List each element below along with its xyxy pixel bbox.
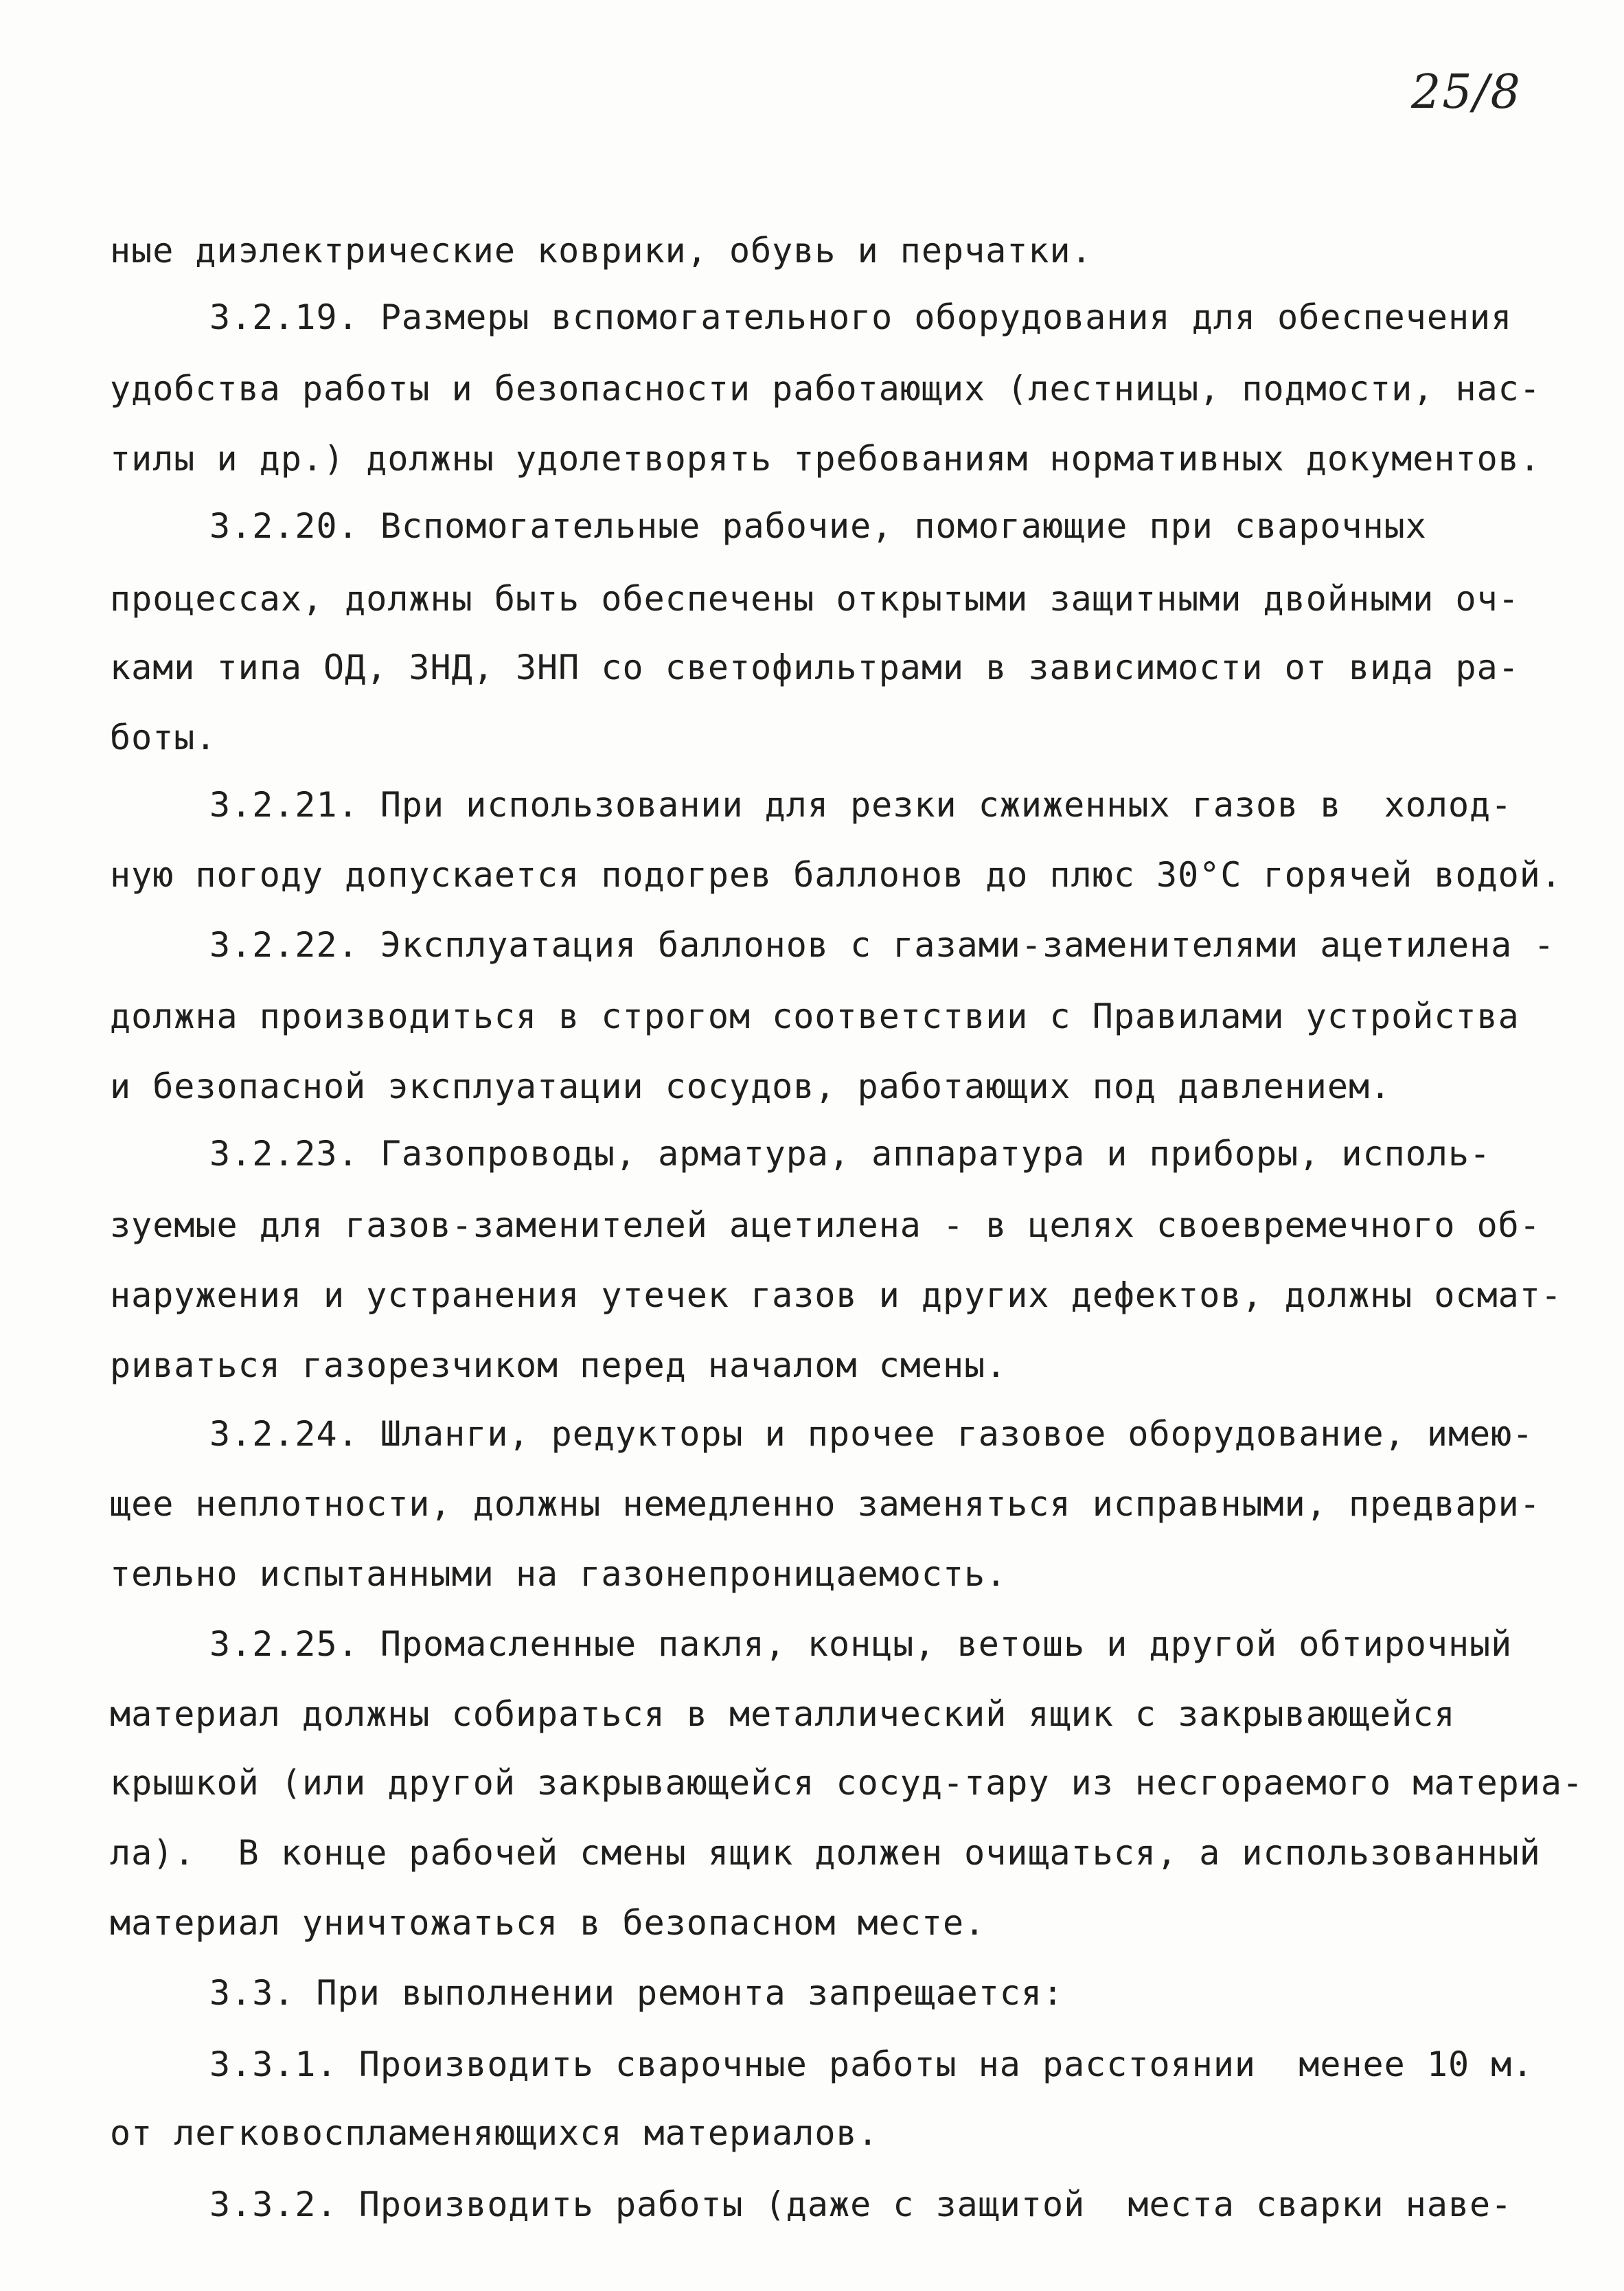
text-line: 3.3. При выполнении ремонта запрещается:: [209, 1973, 1064, 2013]
text-line: 3.2.21. При использовании для резки сжиженных газов в холод-: [209, 785, 1513, 825]
text-line: риваться газорезчиком перед началом смены.: [110, 1345, 1007, 1385]
text-line: материал уничтожаться в безопасном месте.: [110, 1903, 986, 1943]
text-line: 3.3.1. Производить сварочные работы на расстоянии менее 10 м.: [209, 2044, 1534, 2084]
text-line: и безопасной эксплуатации сосудов, работающих под давлением.: [110, 1067, 1392, 1106]
text-line: 3.2.24. Шланги, редукторы и прочее газовое оборудование, имею-: [209, 1414, 1534, 1454]
text-line: ками типа ОД, ЗНД, ЗНП со светофильтрами в зависимости от вида ра-: [110, 648, 1520, 687]
text-line: боты.: [110, 718, 217, 757]
page-number: 25/8: [1411, 65, 1522, 119]
text-line: ла). В конце рабочей смены ящик должен очищаться, а использованный: [110, 1833, 1541, 1873]
text-line: крышкой (или другой закрывающейся сосуд-тару из несгораемого материа-: [110, 1763, 1584, 1803]
text-line: 3.3.2. Производить работы (даже с защитой места сварки наве-: [209, 2185, 1513, 2224]
text-line: должна производиться в строгом соответствии с Правилами устройства: [110, 996, 1520, 1036]
text-line: удобства работы и безопасности работающих (лестницы, подмости, нас-: [110, 369, 1541, 409]
text-line: щее неплотности, должны немедленно заменяться исправными, предвари-: [110, 1484, 1541, 1524]
text-line: от легковоспламеняющихся материалов.: [110, 2113, 879, 2153]
text-line: тельно испытанными на газонепроницаемость.: [110, 1554, 1007, 1594]
text-line: ную погоду допускается подогрев баллонов до плюс 30°С горячей водой.: [110, 855, 1562, 895]
text-line: зуемые для газов-заменителей ацетилена - в целях своевремечного об-: [110, 1205, 1541, 1245]
text-line: 3.2.25. Промасленные пакля, концы, ветошь и другой обтирочный: [209, 1624, 1513, 1664]
text-line: 3.2.23. Газопроводы, арматура, аппаратура и приборы, исполь-: [209, 1134, 1491, 1174]
text-line: ные диэлектрические коврики, обувь и перчатки.: [110, 231, 1093, 271]
text-line: процессах, должны быть обеспечены открытыми защитными двойными оч-: [110, 579, 1520, 619]
text-line: 3.2.19. Размеры вспомогательного оборудования для обеспечения: [209, 297, 1513, 337]
text-line: 3.2.20. Вспомогательные рабочие, помогающие при сварочных: [209, 506, 1427, 546]
text-line: наружения и устранения утечек газов и других дефектов, должны осмат-: [110, 1275, 1562, 1315]
text-line: тилы и др.) должны удолетворять требованиям нормативных документов.: [110, 439, 1541, 479]
text-line: 3.2.22. Эксплуатация баллонов с газами-заменителями ацетилена -: [209, 925, 1555, 965]
text-line: материал должны собираться в металлический ящик с закрывающейся: [110, 1694, 1456, 1734]
